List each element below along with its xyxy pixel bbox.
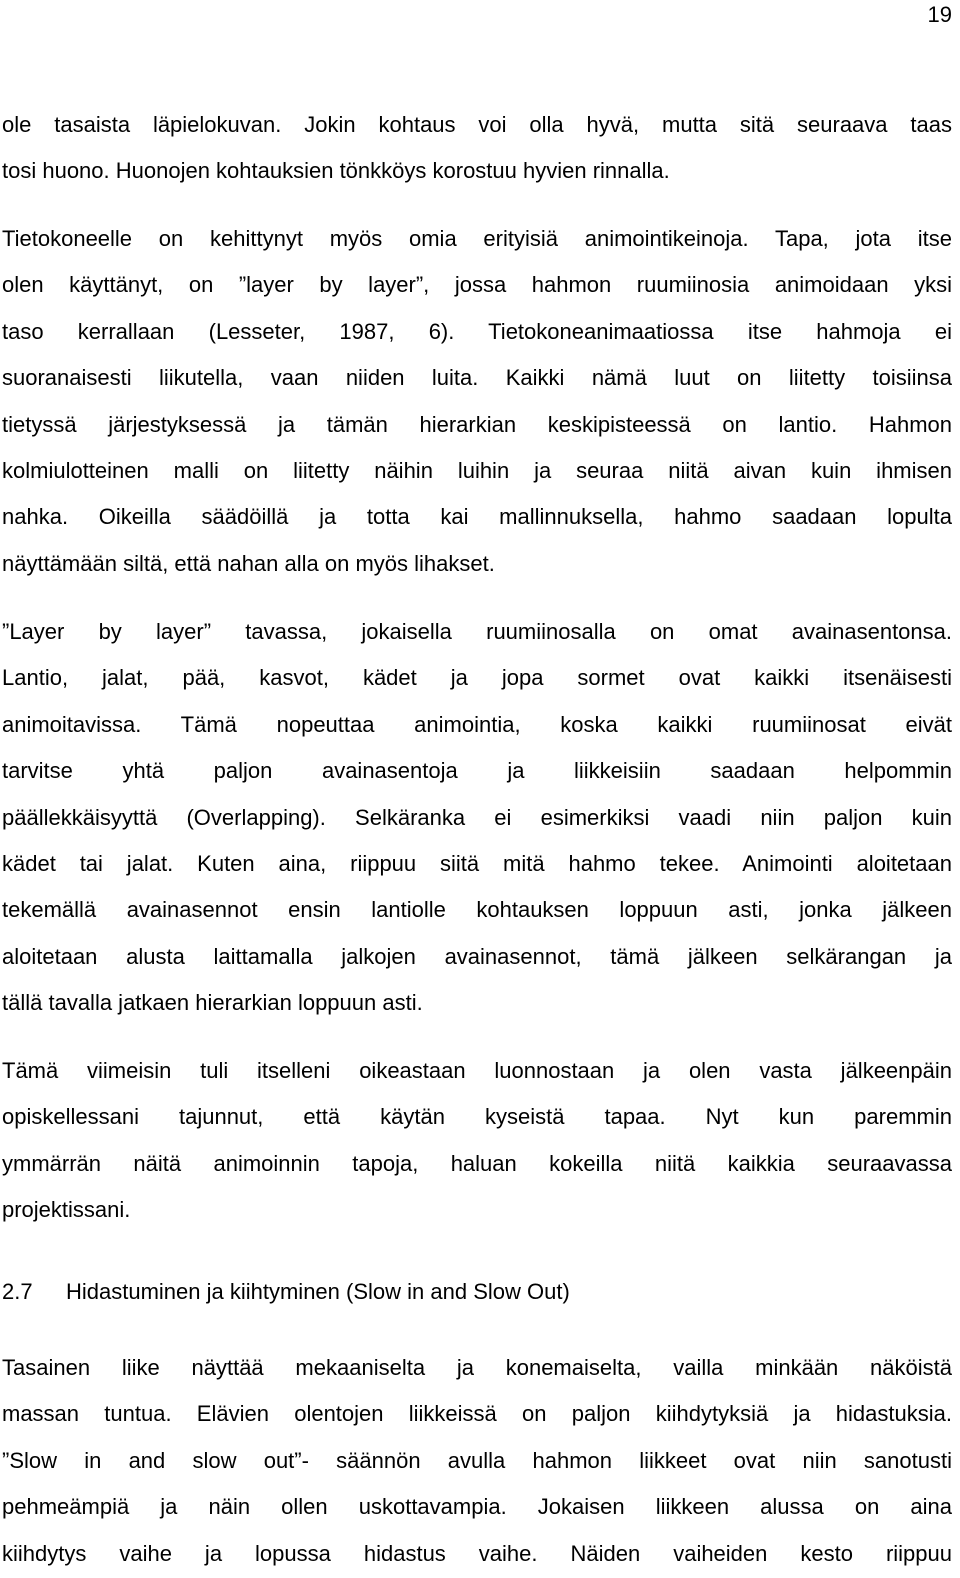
text-line: suoranaisesti liikutella, vaan niiden luita. Kaikki nämä luut on liitetty toisiinsa [2,365,952,391]
text-line: kiihdytys vaihe ja lopussa hidastus vaihe. Näiden vaiheiden kesto riippuu [2,1540,952,1566]
text-line: Tämä viimeisin tuli itselleni oikeastaan luonnostaan ja olen vasta jälkeenpäin [2,1058,952,1083]
text-line: animoitavissa. Tämä nopeuttaa animointia, koska kaikki ruumiinosat eivät [2,711,952,737]
text-line: näyttämään siltä, että nahan alla on myös lihakset. [2,550,495,576]
text-line: pehmeämpiä ja näin ollen uskottavampia. Jokaisen liikkeen alussa on aina [2,1494,952,1520]
text-line: aloitetaan alusta laittamalla jalkojen avainasennot, tämä jälkeen selkärangan ja [2,943,952,969]
section-number: 2.7 [2,1279,33,1304]
paragraph-4 [2,1048,952,1234]
text-line: Tasainen liike näyttää mekaaniselta ja konemaiselta, vailla minkään näköistä [2,1355,952,1380]
text-line: nahka. Oikeilla säädöillä ja totta kai mallinnuksella, hahmo saadaan lopulta [2,504,952,530]
text-line: ”Layer by layer” tavassa, jokaisella ruumiinosalla on omat avainasentonsa. [2,619,952,644]
text-line: taso kerrallaan (Lesseter, 1987, 6). Tietokoneanimaatiossa itse hahmoja ei [2,318,952,344]
text-line: ole tasaista läpielokuvan. Jokin kohtaus voi olla hyvä, mutta sitä seuraava taas [2,112,952,137]
text-line: Tietokoneelle on kehittynyt myös omia erityisiä animointikeinoja. Tapa, jota itse [2,226,952,251]
text-line: projektissani. [2,1197,131,1223]
text-line: tietyssä järjestyksessä ja tämän hierarkian keskipisteessä on lantio. Hahmon [2,411,952,437]
paragraph-2 [2,216,952,587]
page-number: 19 [927,2,952,27]
text-line: tällä tavalla jatkaen hierarkian loppuun asti. [2,990,423,1016]
text-line: opiskellessani tajunnut, että käytän kyseistä tapaa. Nyt kun paremmin [2,1104,952,1130]
section-heading [2,1277,952,1307]
section-title: Hidastuminen ja kiihtyminen (Slow in and Slow Out) [66,1279,570,1304]
text-line: päällekkäisyyttä (Overlapping). Selkäranka ei esimerkiksi vaadi niin paljon kuin [2,804,952,830]
paragraph-5 [2,1345,952,1577]
paragraph-1 [2,102,952,195]
text-line: kolmiulotteinen malli on liitetty näihin luihin ja seuraa niitä aivan kuin ihmisen [2,457,952,483]
text-line: massan tuntua. Elävien olentojen liikkeissä on paljon kiihdytyksiä ja hidastuksia. [2,1401,952,1427]
text-line: tekemällä avainasennot ensin lantiolle kohtauksen loppuun asti, jonka jälkeen [2,897,952,923]
text-line: ”Slow in and slow out”- säännön avulla hahmon liikkeet ovat niin sanotusti [2,1447,952,1473]
text-line: ymmärrän näitä animoinnin tapoja, haluan kokeilla niitä kaikkia seuraavassa [2,1150,952,1176]
text-line: kädet tai jalat. Kuten aina, riippuu siitä mitä hahmo tekee. Animointi aloitetaan [2,850,952,876]
text-line: Lantio, jalat, pää, kasvot, kädet ja jopa sormet ovat kaikki itsenäisesti [2,665,952,691]
text-line: olen käyttänyt, on ”layer by layer”, jossa hahmon ruumiinosia animoidaan yksi [2,272,952,298]
text-line: tarvitse yhtä paljon avainasentoja ja liikkeisiin saadaan helpommin [2,758,952,784]
text-line: tosi huono. Huonojen kohtauksien tönkköys korostuu hyvien rinnalla. [2,158,670,184]
paragraph-3 [2,609,952,1027]
